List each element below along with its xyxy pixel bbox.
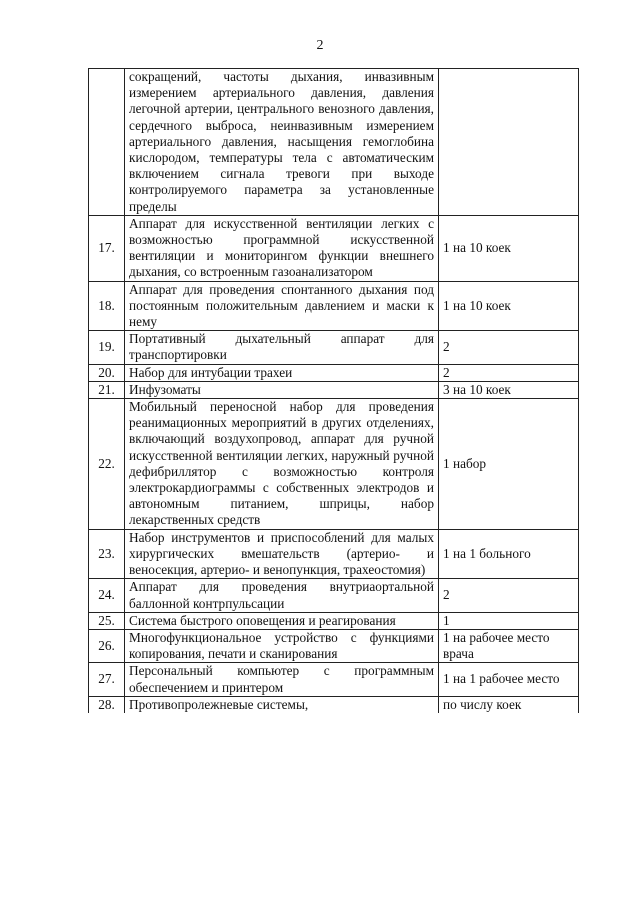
equipment-name: Система быстрого оповещения и реагирования [125, 612, 439, 629]
row-number: 19. [89, 331, 125, 364]
equipment-quantity: 2 [439, 364, 579, 381]
equipment-name: Многофункциональное устройство с функциями копирования, печати и сканирования [125, 629, 439, 662]
equipment-name: Противопролежневые системы, [125, 696, 439, 713]
table-row [89, 612, 579, 629]
equipment-name: сокращений, частоты дыхания, инвазивным измерением артериального давления, давления легочной артерии, центрального венозного давления, сердечного выброса, неинвазивным измерением артериального давления, насыщения гемоглобина кислородом, температуры тела с автоматическим включением сигнала тревоги при выходе контролируемого параметра за установленные пределы [125, 69, 439, 216]
equipment-name: Набор для интубации трахеи [125, 364, 439, 381]
equipment-quantity: 1 на 1 больного [439, 529, 579, 579]
equipment-quantity: 2 [439, 579, 579, 612]
row-number: 26. [89, 629, 125, 662]
table-row [89, 331, 579, 364]
row-number: 22. [89, 399, 125, 530]
row-number: 23. [89, 529, 125, 579]
equipment-name: Аппарат для искусственной вентиляции легких с возможностью программной искусственной вентиляции и мониторингом функции внешнего дыхания, со встроенным газоанализатором [125, 215, 439, 281]
equipment-quantity: 3 на 10 коек [439, 381, 579, 398]
equipment-quantity: 1 на 10 коек [439, 281, 579, 331]
equipment-name: Аппарат для проведения внутриаортальной баллонной контрпульсации [125, 579, 439, 612]
page-number: 2 [316, 38, 324, 53]
row-number: 18. [89, 281, 125, 331]
equipment-name: Портативный дыхательный аппарат для транспортировки [125, 331, 439, 364]
equipment-name: Мобильный переносной набор для проведения реанимационных мероприятий в других отделениях, включающий воздухопровод, аппарат для ручной искусственной вентиляции легких, наружный ручной дефибриллятор с возможностью контроля электрокардиограммы с собственных электродов и автономным питанием, шприцы, набор лекарственных средств [125, 399, 439, 530]
table-row [89, 281, 579, 331]
equipment-quantity: 1 на 1 рабочее место [439, 663, 579, 696]
equipment-name: Набор инструментов и приспособлений для малых хирургических вмешательств (артерио- и веносекция, артерио- и венопункция, трахеостомия) [125, 529, 439, 579]
row-number: 27. [89, 663, 125, 696]
table-row [89, 629, 579, 662]
equipment-name: Инфузоматы [125, 381, 439, 398]
equipment-name: Персональный компьютер с программным обеспечением и принтером [125, 663, 439, 696]
table-row [89, 663, 579, 696]
row-number [89, 69, 125, 216]
table-row [89, 579, 579, 612]
table-row [89, 399, 579, 530]
table-row [89, 69, 579, 216]
equipment-quantity: 1 на 10 коек [439, 215, 579, 281]
table-row [89, 529, 579, 579]
table-row [89, 364, 579, 381]
equipment-name: Аппарат для проведения спонтанного дыхания под постоянным положительным давлением и маски к нему [125, 281, 439, 331]
table-row [89, 696, 579, 713]
row-number: 20. [89, 364, 125, 381]
equipment-table [88, 68, 579, 713]
equipment-quantity [439, 69, 579, 216]
table-row [89, 215, 579, 281]
row-number: 24. [89, 579, 125, 612]
row-number: 17. [89, 215, 125, 281]
row-number: 28. [89, 696, 125, 713]
row-number: 21. [89, 381, 125, 398]
equipment-quantity: 1 набор [439, 399, 579, 530]
equipment-quantity: 1 на рабочее место врача [439, 629, 579, 662]
row-number: 25. [89, 612, 125, 629]
equipment-quantity: 1 [439, 612, 579, 629]
equipment-quantity: по числу коек [439, 696, 579, 713]
table-row [89, 381, 579, 398]
equipment-quantity: 2 [439, 331, 579, 364]
